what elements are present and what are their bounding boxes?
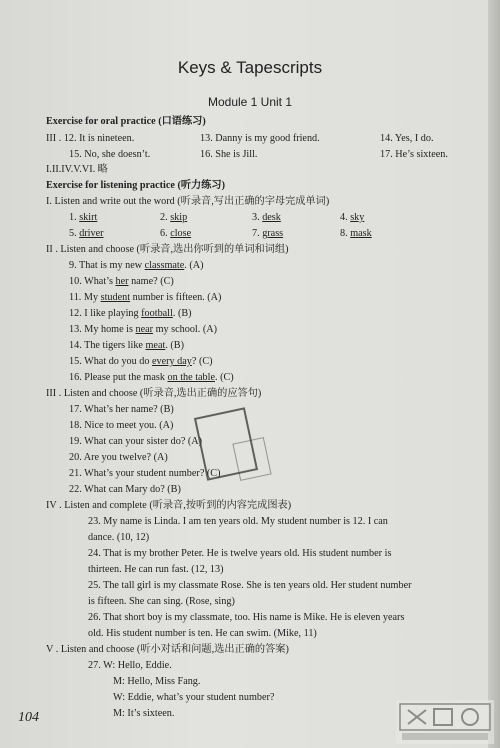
answer-item: 16. Please put the mask on the table. (C) xyxy=(69,372,234,383)
ink-stamp xyxy=(232,437,271,481)
answer-item: 4. sky xyxy=(340,212,365,223)
dialogue-line: M: It’s sixteen. xyxy=(113,708,175,719)
answer-line: dance. (10, 12) xyxy=(88,532,150,543)
answer-item: 7. grass xyxy=(252,228,284,239)
oral-item: III . 12. It is nineteen. xyxy=(46,133,135,144)
answer-item: 21. What’s your student number? (C) xyxy=(69,468,221,479)
answer-item: 17. What’s her name? (B) xyxy=(69,404,174,415)
page-edge xyxy=(488,0,500,748)
answer-item: 8. mask xyxy=(340,228,372,239)
answer-item: 1. skirt xyxy=(69,212,98,223)
listening-heading: Exercise for listening practice (听力练习) xyxy=(46,180,225,191)
answer-item: 5. driver xyxy=(69,228,104,239)
answer-line: is fifteen. She can sing. (Rose, sing) xyxy=(88,596,235,607)
dialogue-line: M: Hello, Miss Fang. xyxy=(113,676,201,687)
answer-item: 19. What can your sister do? (A) xyxy=(69,436,203,447)
answer-line: 24. That is my brother Peter. He is twelve years old. His student number is xyxy=(88,548,392,559)
answer-item: 22. What can Mary do? (B) xyxy=(69,484,181,495)
oral-heading: Exercise for oral practice (口语练习) xyxy=(46,116,206,127)
answer-item: 11. My student number is fifteen. (A) xyxy=(69,292,222,303)
answer-item: 14. The tigers like meat. (B) xyxy=(69,340,184,351)
oral-item: 17. He’s sixteen. xyxy=(380,149,448,160)
answer-item: 10. What’s her name? (C) xyxy=(69,276,174,287)
answer-item: 9. That is my new classmate. (A) xyxy=(69,260,204,271)
answer-item: 12. I like playing football. (B) xyxy=(69,308,192,319)
dialogue-line: 27. W: Hello, Eddie. xyxy=(88,660,172,671)
page-title: Keys & Tapescripts xyxy=(177,58,323,77)
answer-line: 26. That short boy is my classmate, too. His name is Mike. He is eleven years xyxy=(88,612,405,623)
answer-line: 25. The tall girl is my classmate Rose. She is ten years old. Her student number xyxy=(88,580,412,591)
watermark-logo xyxy=(396,700,494,744)
section-5-heading: V . Listen and choose (听小对话和问题,选出正确的答案) xyxy=(46,644,289,655)
answer-item: 2. skip xyxy=(160,212,188,223)
dialogue-line: W: Eddie, what’s your student number? xyxy=(113,692,275,703)
oral-item: 13. Danny is my good friend. xyxy=(200,133,320,144)
answer-item: 20. Are you twelve? (A) xyxy=(69,452,168,463)
answer-line: 23. My name is Linda. I am ten years old. My student number is 12. I can xyxy=(88,516,388,527)
oral-item: 16. She is Jill. xyxy=(200,149,258,160)
answer-item: 3. desk xyxy=(252,212,281,223)
answer-line: old. His student number is ten. He can swim. (Mike, 11) xyxy=(88,628,317,639)
page-number: 104 xyxy=(18,710,39,725)
answer-item: 15. What do you do every day? (C) xyxy=(69,356,213,367)
oral-item: 15. No, she doesn’t. xyxy=(69,149,151,160)
oral-item: 14. Yes, I do. xyxy=(380,133,434,144)
answer-item: 6. close xyxy=(160,228,192,239)
section-3-heading: III . Listen and choose (听录音,选出正确的应答句) xyxy=(46,388,262,399)
module-heading: Module 1 Unit 1 xyxy=(207,95,293,109)
section-1-heading: I. Listen and write out the word (听录音,写出正确的字母完成单词) xyxy=(46,196,330,207)
answer-line: thirteen. He can run fast. (12, 13) xyxy=(88,564,224,575)
answer-item: 18. Nice to meet you. (A) xyxy=(69,420,174,431)
answer-item: 13. My home is near my school. (A) xyxy=(69,324,217,335)
section-2-heading: II . Listen and choose (听录音,选出你听到的单词和词组) xyxy=(46,244,289,255)
oral-item: I.II.IV.V.VI. 略 xyxy=(46,164,108,175)
section-4-heading: IV . Listen and complete (听录音,按听到的内容完成图表) xyxy=(46,500,292,511)
